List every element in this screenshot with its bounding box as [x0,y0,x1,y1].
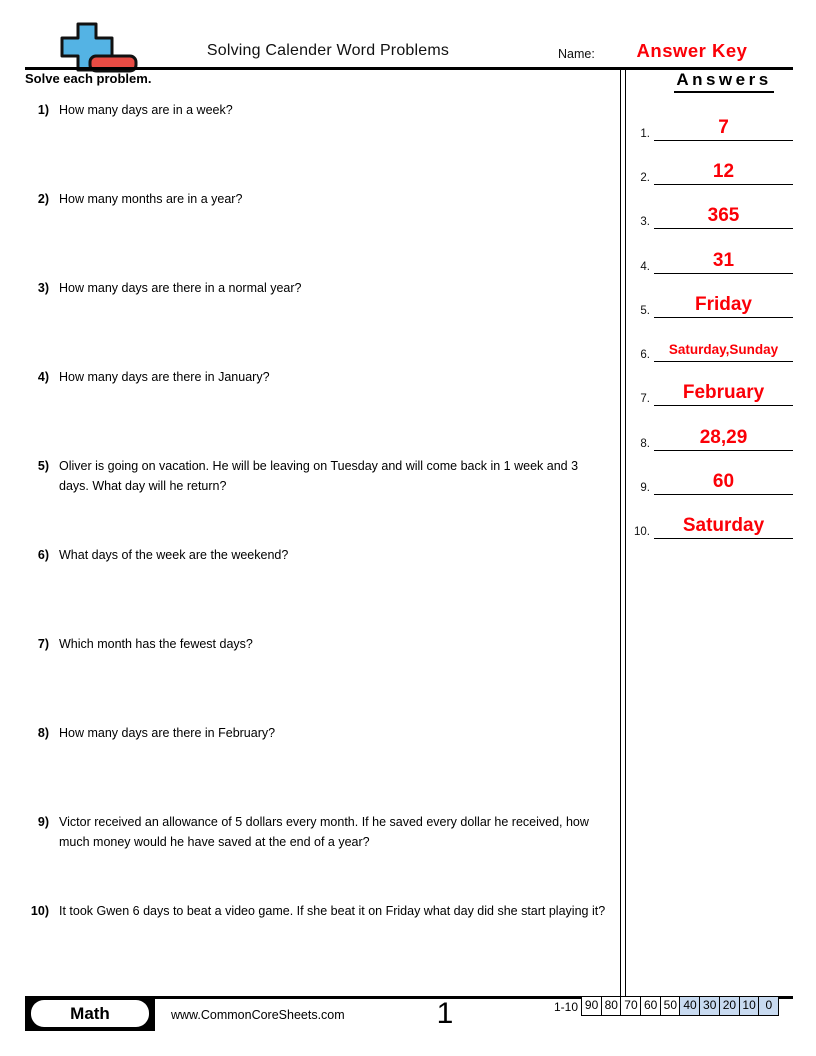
answer-row [628,155,795,185]
question-number: 2) [37,192,49,206]
question-row [25,457,615,496]
subject-label: Math [70,1003,110,1023]
answer-value: February [682,382,765,403]
website-url: www.CommonCoreSheets.com [171,1008,345,1022]
question-text: Victor received an allowance of 5 dollars every month. If he saved every dollar he received, how much money would he have saved at the end of a year? [59,815,589,849]
score-cell: 10 [739,996,760,1016]
score-cell: 20 [719,996,740,1016]
score-table [581,996,779,1016]
score-cell: 80 [601,996,622,1016]
score-cell: 70 [620,996,641,1016]
answer-blank-line [654,250,793,274]
answer-value: 365 [707,205,740,226]
score-cell: 50 [660,996,681,1016]
answer-number: 5. [640,305,650,317]
score-cell: 40 [679,996,700,1016]
answer-row [628,421,795,451]
answer-number: 4. [640,261,650,273]
answer-value: 28,29 [699,427,748,448]
question-number: 5) [37,459,49,473]
question-text: Oliver is going on vacation. He will be leaving on Tuesday and will come back in 1 week and 3 days. What day will he return? [59,459,579,493]
question-number: 3) [37,281,49,295]
answer-blank-line [654,294,793,318]
answer-row [628,465,795,495]
question-row [25,813,615,852]
instruction-text: Solve each problem. [25,71,152,86]
answer-value: Saturday,Sunday [668,342,779,357]
subject-badge [25,996,155,1031]
question-number: 8) [37,726,49,740]
question-row [25,724,615,744]
subject-pill [31,1000,149,1027]
score-cell: 90 [581,996,602,1016]
column-divider [620,69,626,996]
answer-number: 8. [640,438,650,450]
question-text: How many months are in a year? [59,192,243,206]
answer-number: 10. [634,526,650,538]
question-text: How many days are there in a normal year? [59,281,302,295]
question-text: Which month has the fewest days? [59,637,253,651]
question-text: What days of the week are the weekend? [59,548,289,562]
answer-row [628,332,795,362]
answer-number: 9. [640,482,650,494]
answer-number: 6. [640,349,650,361]
answer-number: 7. [640,393,650,405]
question-row [25,101,615,121]
question-number: 1) [37,103,49,117]
answer-blank-line [654,471,793,495]
score-cell: 60 [640,996,661,1016]
question-row [25,635,615,655]
answer-row [628,111,795,141]
question-number: 10) [30,904,49,918]
answer-blank-line [654,382,793,406]
answer-value: 60 [712,471,735,492]
answer-number: 2. [640,172,650,184]
answer-number: 1. [640,128,650,140]
score-cell: 30 [699,996,720,1016]
name-label: Name: [558,47,595,61]
question-text: It took Gwen 6 days to beat a video game. If she beat it on Friday what day did she start playing it? [59,904,606,918]
answer-blank-line [654,341,793,362]
question-row [25,902,615,922]
question-text: How many days are there in February? [59,726,276,740]
question-row [25,368,615,388]
question-row [25,546,615,566]
answer-blank-line [654,205,793,229]
answer-value: 31 [712,250,735,271]
answer-row [628,199,795,229]
page-number: 1 [436,997,454,1030]
answer-value: 12 [712,161,735,182]
answer-blank-line [654,117,793,141]
answer-blank-line [654,427,793,451]
question-row [25,190,615,210]
answer-row [628,244,795,274]
answer-row [628,376,795,406]
question-number: 4) [37,370,49,384]
answer-row [628,288,795,318]
question-text: How many days are in a week? [59,103,233,117]
question-number: 9) [37,815,49,829]
score-range-label: 1-10 [553,1000,578,1014]
page-title: Solving Calender Word Problems [206,42,450,59]
name-value-answer-key: Answer Key [636,40,748,61]
answer-blank-line [654,161,793,185]
question-text: How many days are there in January? [59,370,270,384]
answer-value: Friday [694,294,753,315]
answer-blank-line [654,515,793,539]
question-number: 6) [37,548,49,562]
question-number: 7) [37,637,49,651]
answer-row [628,509,795,539]
score-cell: 0 [758,996,779,1016]
answers-heading-text: Answers [674,70,773,93]
answer-value: 7 [718,117,729,138]
answer-value: Saturday [682,515,765,536]
question-row [25,279,615,299]
answers-heading [653,70,795,93]
answer-number: 3. [640,216,650,228]
